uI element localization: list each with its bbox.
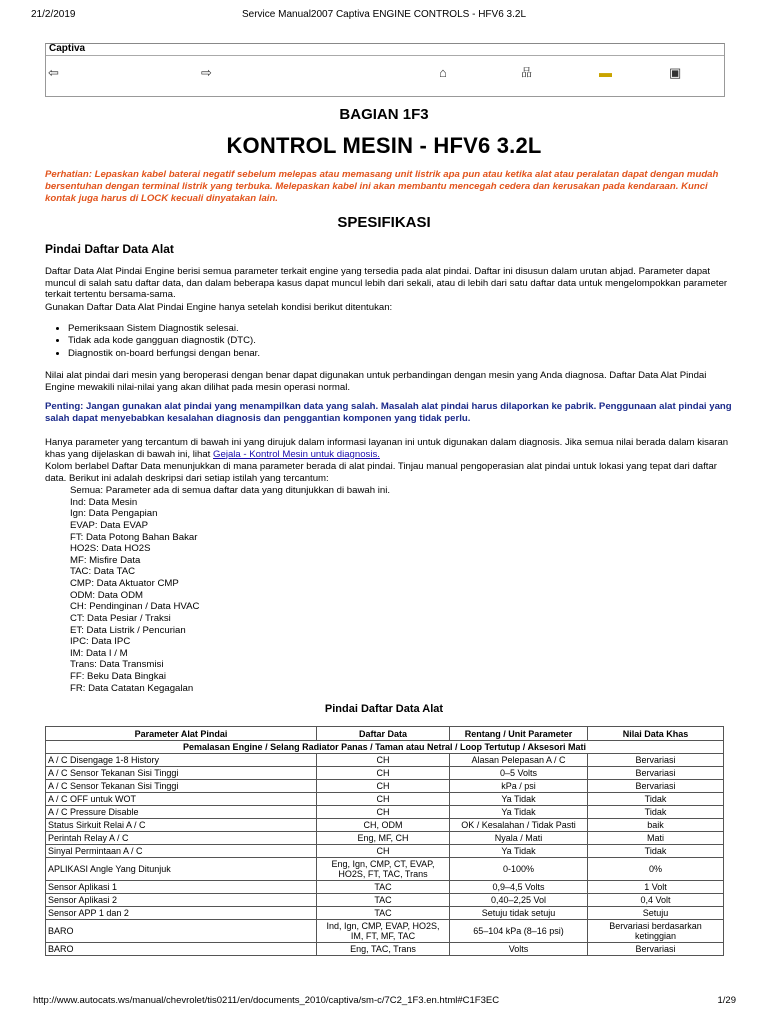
group-label: Pemalasan Engine / Selang Radiator Panas / Taman atau Netral / Loop Tertutup / Aksesori Mati <box>46 741 724 754</box>
table-cell: CH <box>317 754 450 767</box>
table-cell: 0% <box>588 858 724 881</box>
table-cell: BARO <box>46 943 317 956</box>
definition-item: FR: Data Catatan Kegagalan <box>70 682 194 694</box>
table-cell: Mati <box>588 832 724 845</box>
tree-icon[interactable]: 品 <box>521 67 532 79</box>
definition-item: FT: Data Potong Bahan Bakar <box>70 531 198 543</box>
reference-text: Hanya parameter yang tercantum di bawah ini yang dirujuk dalam informasi layanan ini untuk digunakan dalam diagnosis. Jika semua nilai berada dalam kisaran khas yang dijelaskan di bawah ini, lihat <box>45 437 729 460</box>
print-title: Service Manual2007 Captiva ENGINE CONTROLS - HFV6 3.2L <box>242 9 526 20</box>
table-row <box>46 907 724 920</box>
table-title: Pindai Daftar Data Alat <box>324 703 444 715</box>
column-header: Nilai Data Khas <box>588 727 724 741</box>
table-cell: CH <box>317 793 450 806</box>
definition-item: Ind: Data Mesin <box>70 496 138 508</box>
definitions-list <box>70 485 390 694</box>
table-cell: CH <box>317 780 450 793</box>
table-cell: Ya Tidak <box>450 845 588 858</box>
table-cell: Setuju tidak setuju <box>450 907 588 920</box>
important-note: Penting: Jangan gunakan alat pindai yang menampilkan data yang salah. Masalah alat pindai harus dilaporkan ke pabrik. Penggunaan alat pindai yang salah dapat menyebabkan kesalahan diagnosis dan penggantian komponen yang tidak perlu. <box>45 401 732 424</box>
column-header: Rentang / Unit Parameter <box>450 727 588 741</box>
definition-item: CT: Data Pesiar / Traksi <box>70 612 171 624</box>
table-row <box>46 943 724 956</box>
table-row <box>46 793 724 806</box>
table-cell: 0–5 Volts <box>450 767 588 780</box>
table-row <box>46 767 724 780</box>
table-cell: Sensor Aplikasi 2 <box>46 894 317 907</box>
table-cell: CH <box>317 845 450 858</box>
table-cell: baik <box>588 819 724 832</box>
definition-item: FF: Beku Data Bingkai <box>70 671 166 682</box>
table-cell: TAC <box>317 907 450 920</box>
nav-divider <box>46 55 724 56</box>
table-cell: 0,40–2,25 Vol <box>450 894 588 907</box>
table-header-row <box>46 727 724 741</box>
table-group-row <box>46 741 724 754</box>
table-cell: Volts <box>450 943 588 956</box>
table-cell: BARO <box>46 920 317 943</box>
table-cell: Setuju <box>588 907 724 920</box>
back-arrow-icon[interactable]: ⇦ <box>48 65 59 80</box>
definition-item: Semua: Parameter ada di semua daftar data yang ditunjukkan di bawah ini. <box>70 485 390 496</box>
table-cell: Ya Tidak <box>450 806 588 819</box>
definition-item: EVAP: Data EVAP <box>70 519 149 531</box>
table-row <box>46 806 724 819</box>
table-row <box>46 754 724 767</box>
table-cell: Bervariasi <box>588 780 724 793</box>
table-cell: A / C Disengage 1-8 History <box>46 754 317 767</box>
table-cell: A / C Pressure Disable <box>46 806 317 819</box>
definition-item: ODM: Data ODM <box>70 589 144 601</box>
definition-item: Trans: Data Transmisi <box>70 659 164 671</box>
table-cell: CH <box>317 767 450 780</box>
table-row <box>46 832 724 845</box>
table-row <box>46 881 724 894</box>
table-cell: Bervariasi <box>588 754 724 767</box>
table-cell: Tidak <box>588 793 724 806</box>
table-cell: Bervariasi <box>588 767 724 780</box>
table-cell: 0,4 Volt <box>588 894 724 907</box>
table-row <box>46 920 724 943</box>
intro-paragraph: Daftar Data Alat Pindai Engine berisi semua parameter terkait engine yang tersedia pada alat pindai. Daftar ini disusun dalam urutan abjad. Parameter dapat muncul di salah satu daftar data, dan dalam beberapa kasus dapat muncul lebih dari sekali, atau di lebih dari satu daftar data untuk mengelompokkan parameter terkait tertentu bersama-sama. <box>45 266 728 301</box>
forward-arrow-icon[interactable]: ⇨ <box>201 65 212 80</box>
table-cell: A / C Sensor Tekanan Sisi Tinggi <box>46 767 317 780</box>
definition-item: CMP: Data Aktuator CMP <box>70 578 179 589</box>
table-cell: 1 Volt <box>588 881 724 894</box>
table-cell: CH <box>317 806 450 819</box>
comparison-paragraph: Nilai alat pindai dari mesin yang beroperasi dengan benar dapat digunakan untuk perbandingan dengan mesin yang Anda diagnosa. Daftar Data Alat Pindai Engine mewakili nilai-nilai yang akan dilihat pada mesin operasi normal. <box>45 370 707 393</box>
table-cell: Ya Tidak <box>450 793 588 806</box>
folder-icon[interactable]: ▬ <box>599 65 612 80</box>
brand-label: Captiva <box>49 43 86 54</box>
navigation-bar <box>45 43 725 97</box>
scan-tool-data-table <box>45 726 724 956</box>
definition-item: HO2S: Data HO2S <box>70 543 151 555</box>
list-item: • Pemeriksaan Sistem Diagnostik selesai. <box>68 323 568 335</box>
table-cell: 0-100% <box>450 858 588 881</box>
table-cell: A / C Sensor Tekanan Sisi Tinggi <box>46 780 317 793</box>
definition-item: TAC: Data TAC <box>70 566 136 578</box>
table-cell: 0,9–4,5 Volts <box>450 881 588 894</box>
print-date: 21/2/2019 <box>31 9 76 20</box>
condition-paragraph: Gunakan Daftar Data Alat Pindai Engine hanya setelah kondisi berikut ditentukan: <box>45 302 393 313</box>
definition-item: Ign: Data Pengapian <box>70 508 158 520</box>
section-label: BAGIAN 1F3 <box>339 106 429 123</box>
page-title: KONTROL MESIN - HFV6 3.2L <box>226 133 542 158</box>
table-cell: kPa / psi <box>450 780 588 793</box>
table-cell: Nyala / Mati <box>450 832 588 845</box>
table-cell: Alasan Pelepasan A / C <box>450 754 588 767</box>
sub-heading: Pindai Daftar Data Alat <box>45 242 174 256</box>
reference-paragraph <box>45 437 729 460</box>
column-header: Parameter Alat Pindai <box>46 727 317 741</box>
table-cell: Bervariasi berdasarkan ketinggian <box>588 920 724 943</box>
table-cell: Sensor Aplikasi 1 <box>46 881 317 894</box>
footer-url: http://www.autocats.ws/manual/chevrolet/tis0211/en/documents_2010/captiva/sm-c/7C2_1F3.en.html#C1F3EC <box>33 995 500 1006</box>
table-cell: Tidak <box>588 806 724 819</box>
table-cell: Bervariasi <box>588 943 724 956</box>
table-cell: Perintah Relay A / C <box>46 832 317 845</box>
table-cell: Status Sirkuit Relai A / C <box>46 819 317 832</box>
table-cell: OK / Kesalahan / Tidak Pasti <box>450 819 588 832</box>
columns-paragraph: Kolom berlabel Daftar Data menunjukkan di mana parameter berada di alat pindai. Tinjau manual pengoperasian alat pindai untuk lokasi yang tepat dari daftar data. Berikut ini adalah deskripsi dari setiap istilah yang tercantum: <box>45 461 717 484</box>
spec-heading: SPESIFIKASI <box>337 214 431 231</box>
table-row <box>46 819 724 832</box>
note-icon[interactable]: ▣ <box>669 65 682 80</box>
table-row <box>46 845 724 858</box>
page-number: 1/29 <box>717 995 736 1006</box>
print-header <box>0 9 768 23</box>
table-cell: 65–104 kPa (8–16 psi) <box>450 920 588 943</box>
table-cell: Eng, TAC, Trans <box>317 943 450 956</box>
table-cell: Eng, Ign, CMP, CT, EVAP, HO2S, FT, TAC, Trans <box>317 858 450 881</box>
table-cell: Tidak <box>588 845 724 858</box>
table-cell: A / C OFF untuk WOT <box>46 793 317 806</box>
definition-item: ET: Data Listrik / Pencurian <box>70 624 186 636</box>
table-cell: Ind, Ign, CMP, EVAP, HO2S, IM, FT, MF, TAC <box>317 920 450 943</box>
condition-list <box>54 323 568 360</box>
caution-note: Perhatian: Lepaskan kabel baterai negatif sebelum melepas atau memasang unit listrik apa pun atau ketika alat atau peralatan dapat dengan mudah bersentuhan dengan terminal listrik yang terbuka. Melepaskan kabel ini akan membantu mencegah cedera dan kerusakan pada kendaraan. Kunci kontak juga harus di LOCK kecuali dinyatakan lain. <box>45 169 719 204</box>
table-cell: CH, ODM <box>317 819 450 832</box>
table-row <box>46 780 724 793</box>
list-item: • Diagnostik on-board berfungsi dengan benar. <box>68 348 568 360</box>
definition-item: CH: Pendinginan / Data HVAC <box>70 601 200 613</box>
table-cell: Eng, MF, CH <box>317 832 450 845</box>
symptoms-link[interactable]: Gejala - Kontrol Mesin untuk diagnosis. <box>213 448 380 460</box>
definition-item: IM: Data I / M <box>70 647 128 659</box>
table-cell: Sensor APP 1 dan 2 <box>46 907 317 920</box>
table-cell: TAC <box>317 894 450 907</box>
home-icon[interactable]: ⌂ <box>439 65 447 80</box>
table-row <box>46 894 724 907</box>
table-cell: APLIKASI Angle Yang Ditunjuk <box>46 858 317 881</box>
table-row <box>46 858 724 881</box>
table-cell: Sinyal Permintaan A / C <box>46 845 317 858</box>
column-header: Daftar Data <box>317 727 450 741</box>
definition-item: MF: Misfire Data <box>70 554 141 566</box>
table-cell: TAC <box>317 881 450 894</box>
list-item: • Tidak ada kode gangguan diagnostik (DTC). <box>68 335 568 347</box>
definition-item: IPC: Data IPC <box>70 636 131 648</box>
